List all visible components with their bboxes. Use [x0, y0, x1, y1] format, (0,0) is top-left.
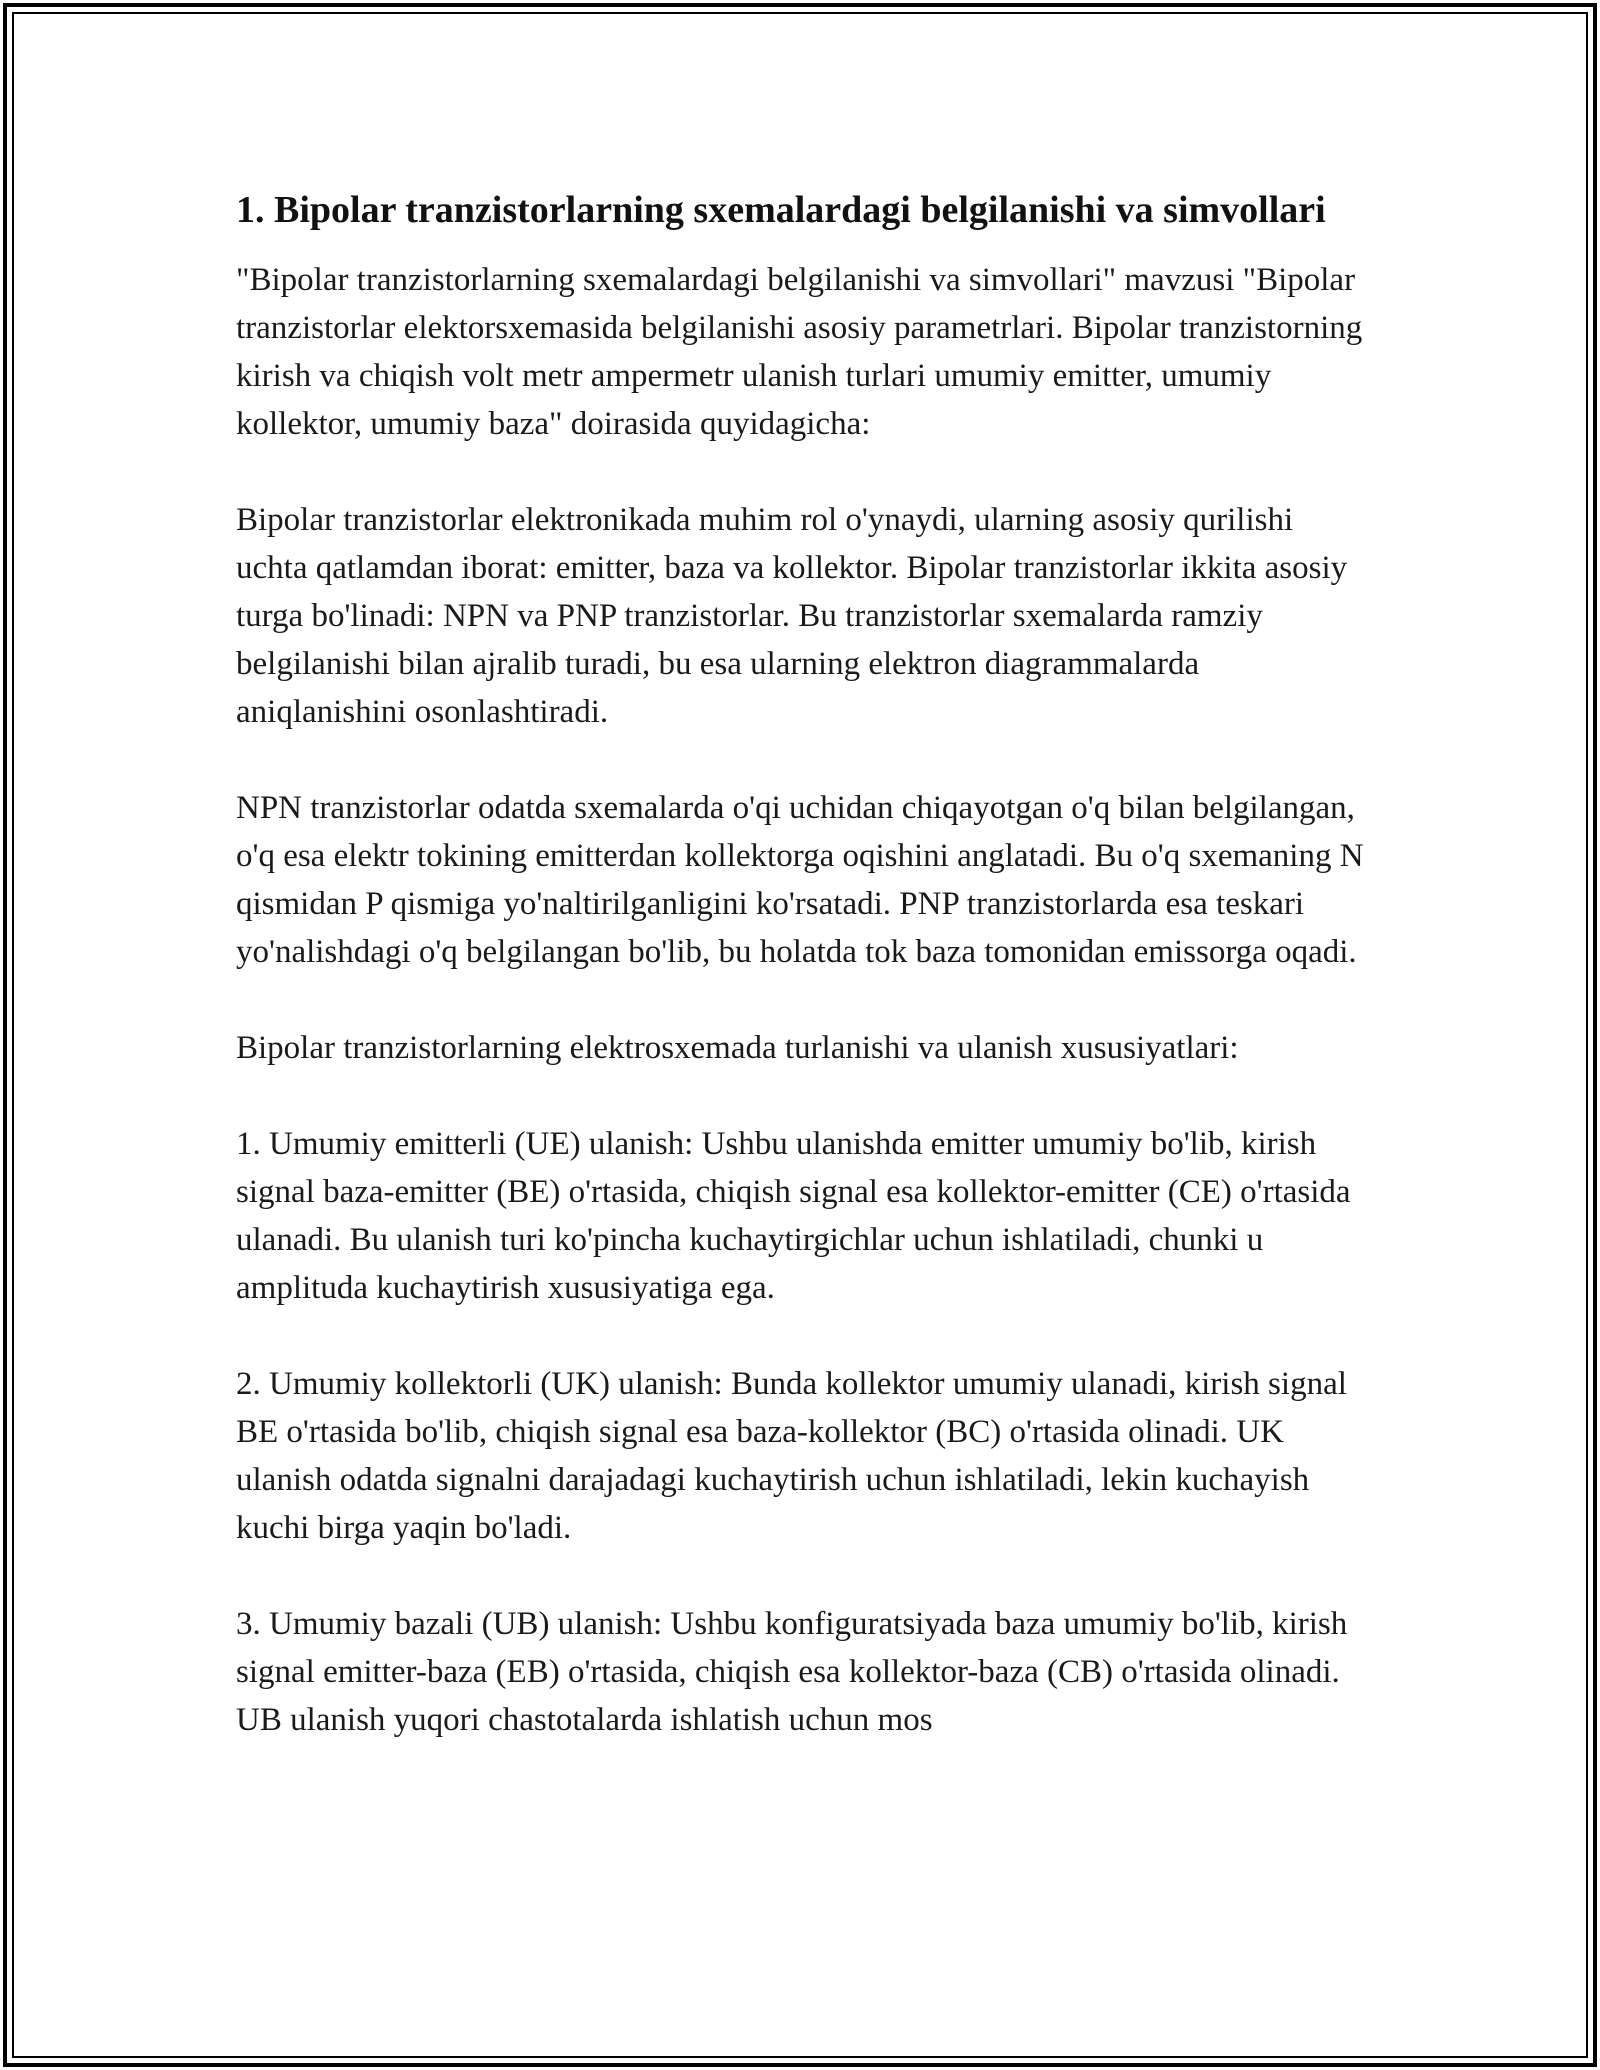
paragraph-common-emitter: 1. Umumiy emitterli (UE) ulanish: Ushbu ulanishda emitter umumiy bo'lib, kirish signal baza-emitter (BE) o'rtasida, chiqish signal esa kollektor-emitter (CE) o'rtasida ulanadi. Bu ulanish turi ko'pincha kuchaytirgichlar uchun ishlatiladi, chunki u amplituda kuchaytirish xususiyatiga ega.	[236, 1126, 1351, 1306]
paragraph-connection-types-heading: Bipolar tranzistorlarning elektrosxemada turlanishi va ulanish xususiyatlari:	[236, 1030, 1239, 1066]
paragraph-common-base: 3. Umumiy bazali (UB) ulanish: Ushbu konfiguratsiyada baza umumiy bo'lib, kirish signal emitter-baza (EB) o'rtasida, chiqish esa kollektor-baza (CB) o'rtasida olinadi. UB ulanish yuqori chastotalarda ishlatish uchun mos	[236, 1606, 1348, 1738]
paragraph-common-collector: 2. Umumiy kollektorli (UK) ulanish: Bunda kollektor umumiy ulanadi, kirish signal BE o'rtasida bo'lib, chiqish signal esa baza-kollektor (BC) o'rtasida olinadi. UK ulanish odatda signalni darajadagi kuchaytirish uchun ishlatiladi, lekin kuchayish kuchi birga yaqin bo'ladi.	[236, 1366, 1347, 1546]
document-title: 1. Bipolar tranzistorlarning sxemalardagi belgilanishi va simvollari	[236, 189, 1326, 231]
paragraph-npn-pnp: NPN tranzistorlar odatda sxemalarda o'qi uchidan chiqayotgan o'q bilan belgilangan, o'q esa elektr tokining emitterdan kollektorga oqishini anglatadi. Bu o'q sxemaning N qismidan P qismiga yo'naltirilganligini ko'rsatadi. PNP tranzistorlarda esa teskari yo'nalishdagi o'q belgilangan bo'lib, bu holatda tok baza tomonidan emissorga oqadi.	[236, 790, 1364, 970]
paragraph-structure: Bipolar tranzistorlar elektronikada muhim rol o'ynaydi, ularning asosiy qurilishi uchta qatlamdan iborat: emitter, baza va kollektor. Bipolar tranzistorlar ikkita asosiy turga bo'linadi: NPN va PNP tranzistorlar. Bu tranzistorlar sxemalarda ramziy belgilanishi bilan ajralib turadi, bu esa ularning elektron diagrammalarda aniqlanishini osonlashtiradi.	[236, 502, 1348, 730]
paragraph-intro: "Bipolar tranzistorlarning sxemalardagi belgilanishi va simvollari" mavzusi "Bipolar tranzistorlar elektorsxemasida belgilanishi asosiy parametrlari. Bipolar tranzistorning kirish va chiqish volt metr ampermetr ulanish turlari umumiy emitter, umumiy kollektor, umumiy baza" doirasida quyidagicha:	[236, 262, 1363, 442]
document-body	[236, 183, 1366, 1792]
